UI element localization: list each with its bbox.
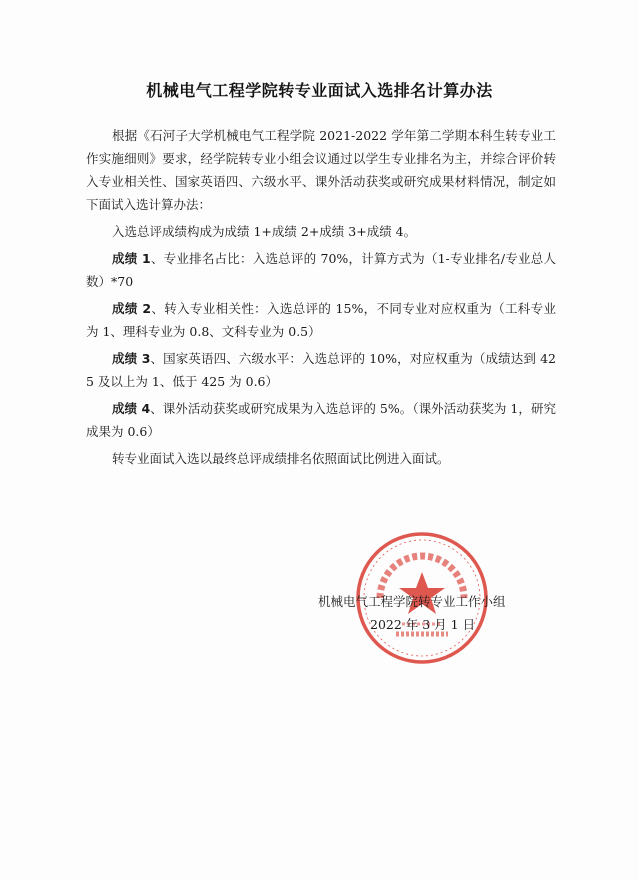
score-1-lead: 成绩 1 — [112, 251, 151, 266]
signature-date: 2022 年 3 月 1 日 — [370, 617, 476, 632]
paragraph-score-1: 成绩 1、专业排名占比：入选总评的 70%，计算方式为（1-专业排名/专业总人数）*70 — [86, 251, 556, 289]
document-body — [86, 124, 556, 474]
paragraph-intro: 根据《石河子大学机械电气工程学院 2021-2022 学年第二学期本科生转专业工作实施细则》要求，经学院转专业小组会议通过以学生专业排名为主，并综合评价转入专业相关性、国家英语四、六级水平、课外活动获奖或研究成果材料情况，制定如下面试入选计算办法： — [86, 128, 556, 212]
signature-organization: 机械电气工程学院转专业工作小组 — [318, 594, 506, 609]
paragraph-composition: 入选总评成绩构成为成绩 1+成绩 2+成绩 3+成绩 4。 — [112, 224, 417, 239]
document-title: 机械电气工程学院转专业面试入选排名计算办法 — [146, 81, 493, 100]
signature-block — [318, 590, 558, 636]
paragraph-conclusion: 转专业面试入选以最终总评成绩排名依照面试比例进入面试。 — [112, 451, 450, 466]
score-2-lead: 成绩 2 — [112, 301, 152, 316]
score-4-lead: 成绩 4 — [112, 401, 151, 416]
score-3-lead: 成绩 3 — [112, 351, 151, 366]
paragraph-score-3: 成绩 3、国家英语四、六级水平：入选总评的 10%，对应权重为（成绩达到 425 及以上为 1、低于 425 为 0.6） — [86, 351, 556, 389]
paragraph-score-2: 成绩 2、转入专业相关性：入选总评的 15%，不同专业对应权重为（工科专业为 1、理科专业为 0.8、文科专业为 0.5） — [86, 301, 556, 339]
paragraph-score-4: 成绩 4、课外活动获奖或研究成果为入选总评的 5%。（课外活动获奖为 1，研究成果为 0.6） — [86, 401, 556, 439]
